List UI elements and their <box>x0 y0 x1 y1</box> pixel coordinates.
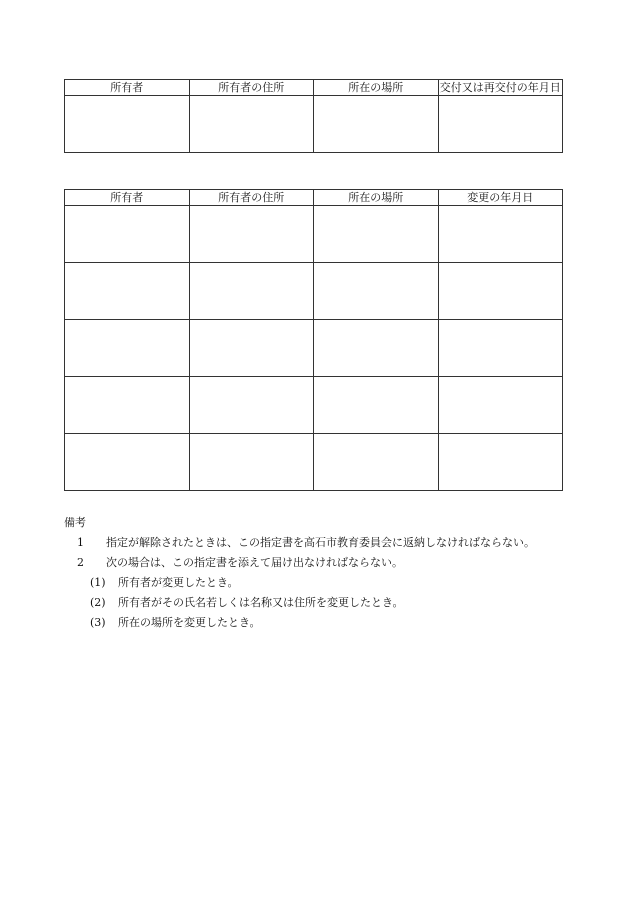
table-cell <box>65 434 190 491</box>
table-cell <box>438 377 563 434</box>
remark-sub-number: (3) <box>90 616 106 629</box>
remarks-title: 備考 <box>64 516 86 529</box>
remark-sub-number: (2) <box>90 596 106 609</box>
header-owner: 所有者 <box>65 190 190 206</box>
header-owner: 所有者 <box>65 80 190 96</box>
table-cell <box>65 377 190 434</box>
table-cell <box>438 263 563 320</box>
table-row <box>65 206 563 263</box>
table-cell <box>189 263 314 320</box>
table-cell <box>438 434 563 491</box>
header-owner-address: 所有者の住所 <box>189 80 314 96</box>
table-cell <box>65 96 190 153</box>
remark-sub-text: 所在の場所を変更したとき。 <box>118 616 261 629</box>
table-header-row <box>65 80 563 96</box>
table-row <box>65 96 563 153</box>
header-owner-address: 所有者の住所 <box>189 190 314 206</box>
table-row <box>65 434 563 491</box>
remarks-section <box>64 513 584 633</box>
table-cell <box>189 377 314 434</box>
header-issue-date: 交付又は再交付の年月日 <box>439 81 561 94</box>
remark-text: 指定が解除されたときは、この指定書を高石市教育委員会に返納しなければならない。 <box>106 536 535 549</box>
table-cell <box>314 263 439 320</box>
header-location: 所在の場所 <box>314 80 439 96</box>
table-cell <box>438 96 563 153</box>
table-row <box>65 263 563 320</box>
table-cell <box>189 96 314 153</box>
remark-sub-text: 所有者が変更したとき。 <box>118 576 239 589</box>
table-cell <box>314 320 439 377</box>
remark-sub-item <box>64 593 584 613</box>
table-cell <box>189 206 314 263</box>
table-cell <box>65 263 190 320</box>
table-cell <box>189 320 314 377</box>
table-cell <box>65 206 190 263</box>
remark-sub-number: (1) <box>90 576 106 589</box>
table-row <box>65 377 563 434</box>
remark-text: 次の場合は、この指定書を添えて届け出なければならない。 <box>106 556 403 569</box>
remark-item <box>64 533 584 553</box>
table-cell <box>438 206 563 263</box>
remark-number: 2 <box>77 556 84 569</box>
remark-sub-text: 所有者がその氏名若しくは名称又は住所を変更したとき。 <box>118 596 404 609</box>
change-record-table <box>64 189 563 491</box>
remark-number: 1 <box>77 536 84 549</box>
table-cell <box>314 377 439 434</box>
remark-sub-item <box>64 573 584 593</box>
table-cell <box>65 320 190 377</box>
issue-record-table <box>64 79 563 153</box>
table-cell <box>438 320 563 377</box>
header-location: 所在の場所 <box>314 190 439 206</box>
remark-sub-item <box>64 613 584 633</box>
table-cell <box>314 206 439 263</box>
table-header-row <box>65 190 563 206</box>
table-cell <box>189 434 314 491</box>
table-row <box>65 320 563 377</box>
table-cell <box>314 96 439 153</box>
header-change-date: 変更の年月日 <box>438 190 563 206</box>
table-cell <box>314 434 439 491</box>
remark-item <box>64 553 584 573</box>
